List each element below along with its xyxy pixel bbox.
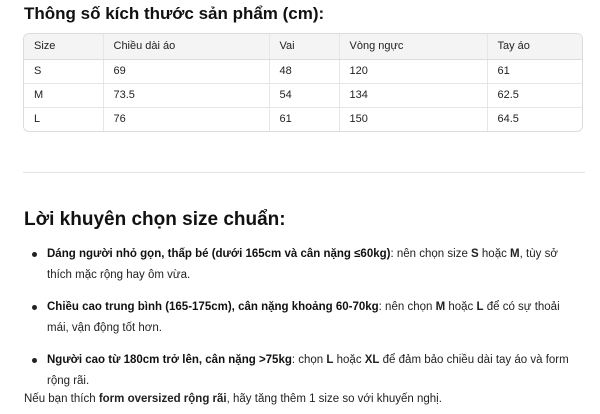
advice-text: , tùy sở thích mặc rộng hay ôm vừa. bbox=[47, 248, 558, 281]
table-cell: 54 bbox=[269, 83, 339, 107]
list-item bbox=[32, 350, 584, 392]
advice-condition: Dáng người nhỏ gọn, thấp bé (dưới 165cm và cân nặng ≤60kg) bbox=[47, 248, 391, 260]
size-recommendation: M bbox=[510, 248, 520, 260]
table-cell: 64.5 bbox=[487, 107, 582, 131]
advice-text: hoặc bbox=[333, 354, 365, 366]
bullet-icon bbox=[32, 305, 37, 310]
list-item bbox=[32, 297, 584, 339]
header-chest: Vòng ngực bbox=[339, 34, 487, 59]
table-cell: 73.5 bbox=[103, 83, 269, 107]
advice-text: : nên chọn bbox=[378, 301, 436, 313]
header-sleeve: Tay áo bbox=[487, 34, 582, 59]
advice-title: Lời khuyên chọn size chuẩn: bbox=[24, 209, 286, 230]
table-cell: 134 bbox=[339, 83, 487, 107]
table-cell: 61 bbox=[269, 107, 339, 131]
advice-text: để đảm bảo chiều dài tay áo và form rộng rãi. bbox=[47, 354, 569, 387]
note-emphasis: form oversized rộng rãi bbox=[98, 393, 227, 405]
advice-condition: Người cao từ 180cm trở lên, cân nặng >75kg bbox=[47, 354, 292, 366]
advice-text: hoặc bbox=[445, 301, 477, 313]
size-recommendation: XL bbox=[364, 354, 380, 366]
advice-text: để có sự thoải mái, vận động tốt hơn. bbox=[47, 301, 560, 334]
advice-text: : chọn bbox=[291, 354, 327, 366]
bullet-icon bbox=[32, 358, 37, 363]
table-cell: 120 bbox=[339, 59, 487, 83]
size-table-title: Thông số kích thước sản phẩm (cm): bbox=[24, 4, 325, 23]
table-cell: M bbox=[24, 83, 103, 107]
size-recommendation: L bbox=[326, 354, 334, 366]
header-size: Size bbox=[24, 34, 103, 59]
size-recommendation: M bbox=[435, 301, 446, 313]
header-length: Chiều dài áo bbox=[103, 34, 269, 59]
section-divider bbox=[23, 172, 585, 173]
bullet-icon bbox=[32, 252, 37, 257]
table-cell: 76 bbox=[103, 107, 269, 131]
advice-text: hoặc bbox=[478, 248, 511, 260]
table-row bbox=[24, 107, 582, 131]
list-item bbox=[32, 244, 584, 286]
table-cell: 69 bbox=[103, 59, 269, 83]
note-text: , hãy tăng thêm 1 size so với khuyến nghị. bbox=[226, 393, 442, 405]
advice-list bbox=[32, 244, 584, 403]
table-cell: L bbox=[34, 113, 41, 126]
header-shoulder: Vai bbox=[269, 34, 339, 59]
table-cell: 150 bbox=[339, 107, 487, 131]
size-table bbox=[23, 33, 583, 132]
size-recommendation: S bbox=[471, 248, 479, 260]
advice-text: : nên chọn size bbox=[390, 248, 472, 260]
table-row bbox=[24, 59, 582, 83]
table-cell: S bbox=[24, 59, 103, 83]
table-row bbox=[24, 83, 582, 107]
size-recommendation: L bbox=[476, 301, 484, 313]
oversized-note bbox=[24, 393, 442, 405]
note-text: Nếu bạn thích bbox=[24, 393, 99, 405]
table-cell: 48 bbox=[269, 59, 339, 83]
table-cell: 62.5 bbox=[487, 83, 582, 107]
advice-condition: Chiều cao trung bình (165-175cm), cân nặng khoảng 60-70kg bbox=[47, 301, 379, 313]
table-cell: 61 bbox=[487, 59, 582, 83]
table-header-row bbox=[24, 34, 582, 59]
